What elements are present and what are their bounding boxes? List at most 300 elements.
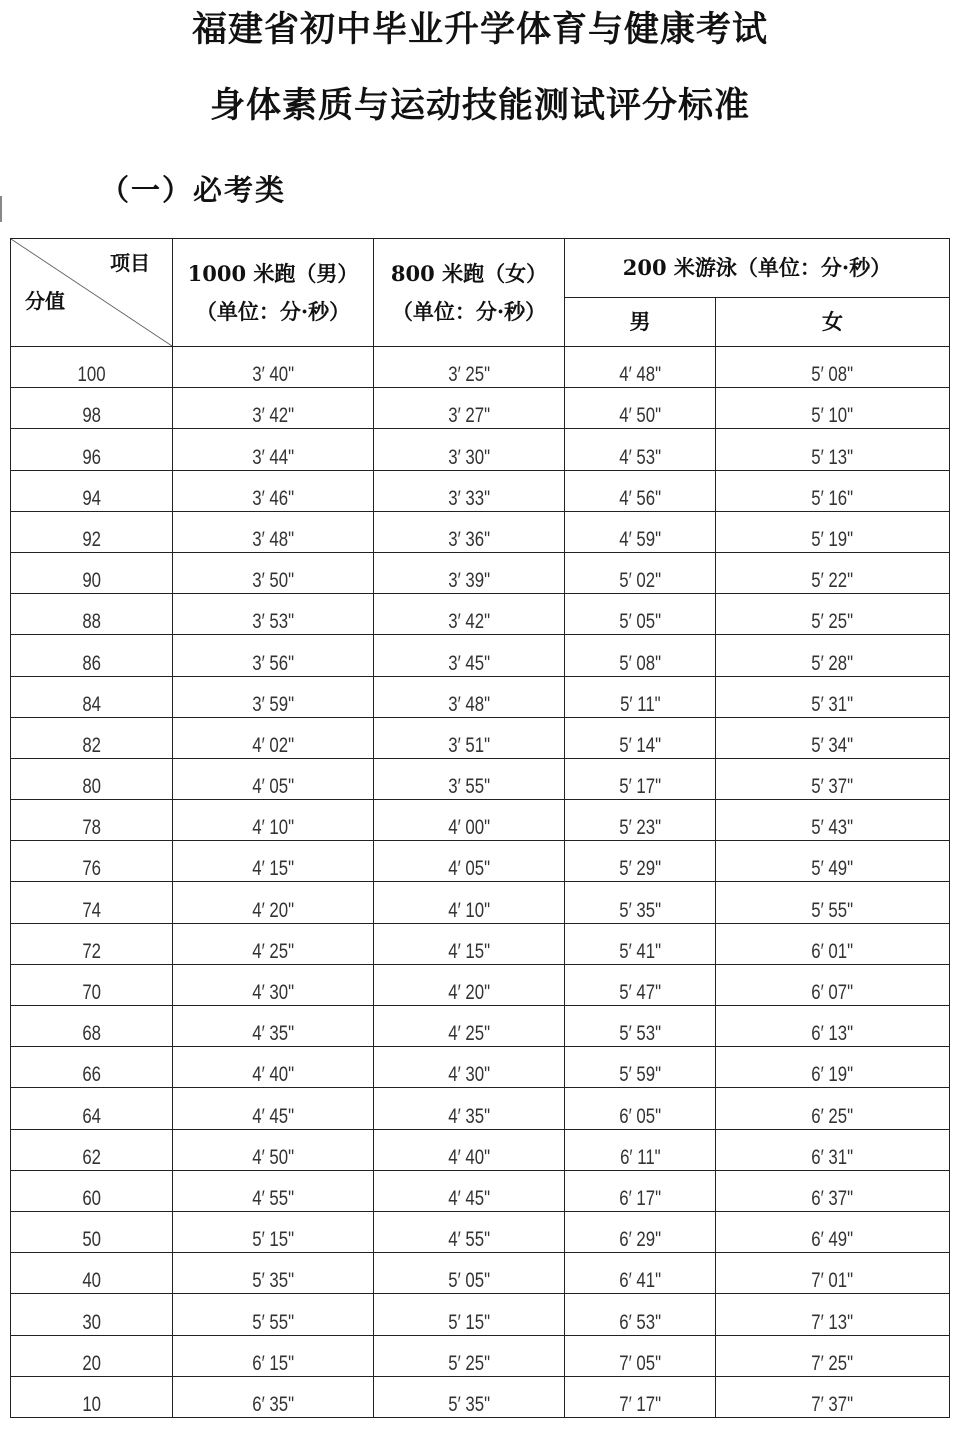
run-1000m-male-cell: [173, 1253, 374, 1294]
cell-value: 4′ 35": [252, 1022, 294, 1046]
run-1000m-male-cell: [173, 429, 374, 470]
run-800m-female-cell: [374, 429, 565, 470]
run-800m-female-cell: [374, 964, 565, 1005]
cell-value: 5′ 55": [811, 898, 854, 922]
swim-200m-female-cell: [716, 676, 950, 717]
table-row: [11, 800, 950, 841]
swim-200m-male-cell: [565, 1129, 716, 1170]
cell-value: 4′ 40": [448, 1145, 490, 1169]
cell-value: 5′ 47": [619, 981, 661, 1004]
swim-200m-male-cell: [565, 1253, 716, 1294]
cell-value: 5′ 35": [448, 1392, 490, 1416]
table-row: [11, 1006, 950, 1047]
run-800m-female-cell: [374, 511, 565, 552]
run-1000m-male-cell: [173, 1294, 374, 1335]
cell-value: 4′ 48": [619, 363, 661, 387]
score-cell: [11, 1170, 173, 1211]
cell-value: 6′ 37": [811, 1186, 854, 1210]
table-row: [11, 594, 950, 635]
run-1000m-male-cell: [173, 1335, 374, 1376]
run-800m-female-cell: [374, 1047, 565, 1088]
score-cell: [11, 676, 173, 717]
cell-value: 5′ 13": [811, 445, 854, 469]
cell-value: 4′ 30": [252, 981, 294, 1004]
table-row: [11, 429, 950, 470]
cell-value: 5′ 23": [619, 816, 661, 840]
cell-value: 4′ 20": [448, 981, 490, 1004]
cell-value: 7′ 37": [811, 1392, 854, 1416]
cell-value: 5′ 25": [448, 1351, 490, 1375]
cell-value: 4′ 25": [448, 1022, 490, 1046]
score-cell: [11, 511, 173, 552]
run-800m-female-cell: [374, 1211, 565, 1252]
swim-200m-male-cell: [565, 800, 716, 841]
swim-200m-female-cell: [716, 347, 950, 388]
table-row: [11, 511, 950, 552]
run-800m-female-cell: [374, 882, 565, 923]
cell-value: 5′ 49": [811, 857, 854, 881]
cell-value: 3′ 46": [252, 486, 294, 510]
cell-value: 94: [82, 486, 101, 510]
cell-value: 5′ 08": [619, 651, 661, 675]
cell-value: 5′ 22": [811, 569, 854, 593]
table-row: [11, 1047, 950, 1088]
run-1000m-male-cell: [173, 841, 374, 882]
score-cell: [11, 841, 173, 882]
swim-200m-female-cell: [716, 552, 950, 593]
score-cell: [11, 429, 173, 470]
run-1000m-male-cell: [173, 1376, 374, 1417]
table-row: [11, 923, 950, 964]
cell-value: 74: [82, 898, 101, 922]
run-800m-female-cell: [374, 1294, 565, 1335]
cell-value: 3′ 40": [252, 363, 294, 387]
swim-200m-female-cell: [716, 1294, 950, 1335]
cell-value: 5′ 55": [252, 1310, 294, 1334]
cell-value: 3′ 53": [252, 610, 294, 634]
cell-value: 86: [82, 651, 101, 675]
cell-value: 4′ 05": [448, 857, 490, 881]
run-800m-female-cell: [374, 470, 565, 511]
swim-200m-male-cell: [565, 882, 716, 923]
score-cell: [11, 635, 173, 676]
score-cell: [11, 758, 173, 799]
header-800m-unit: （单位：分·秒）: [391, 298, 547, 324]
swim-200m-female-cell: [716, 1376, 950, 1417]
score-cell: [11, 1088, 173, 1129]
run-800m-female-cell: [374, 676, 565, 717]
header-800m-title: 800 米跑（女）: [390, 260, 548, 286]
run-1000m-male-cell: [173, 470, 374, 511]
cell-value: 10: [82, 1392, 101, 1416]
header-1000m-male: [173, 239, 374, 347]
table-row: [11, 717, 950, 758]
table-row: [11, 676, 950, 717]
document-title-line2: 身体素质与运动技能测试评分标准: [209, 85, 750, 126]
run-1000m-male-cell: [173, 1170, 374, 1211]
cell-value: 96: [82, 445, 101, 469]
cell-value: 3′ 30": [448, 445, 490, 469]
table-row: [11, 1088, 950, 1129]
score-cell: [11, 1047, 173, 1088]
cell-value: 100: [77, 363, 106, 387]
score-cell: [11, 1211, 173, 1252]
swim-200m-female-cell: [716, 841, 950, 882]
table-row: [11, 1129, 950, 1170]
cell-value: 92: [82, 527, 101, 551]
score-cell: [11, 1335, 173, 1376]
cell-value: 3′ 42": [252, 404, 294, 428]
cell-value: 7′ 05": [619, 1351, 661, 1375]
cell-value: 4′ 02": [252, 733, 294, 757]
run-800m-female-cell: [374, 635, 565, 676]
cell-value: 5′ 34": [811, 733, 854, 757]
cell-value: 4′ 55": [448, 1228, 490, 1252]
run-1000m-male-cell: [173, 388, 374, 429]
cell-value: 78: [82, 816, 101, 840]
cell-value: 5′ 05": [619, 610, 661, 634]
page-edge-mark: [0, 196, 2, 222]
swim-200m-male-cell: [565, 1088, 716, 1129]
swim-200m-female-cell: [716, 1088, 950, 1129]
cell-value: 5′ 25": [811, 610, 854, 634]
score-cell: [11, 800, 173, 841]
score-cell: [11, 1006, 173, 1047]
cell-value: 3′ 51": [448, 733, 490, 757]
swim-200m-male-cell: [565, 841, 716, 882]
cell-value: 4′ 55": [252, 1186, 294, 1210]
cell-value: 5′ 35": [252, 1269, 294, 1293]
corner-score-label: 分值: [25, 289, 65, 313]
cell-value: 4′ 20": [252, 898, 294, 922]
cell-value: 80: [82, 775, 101, 799]
swim-200m-female-cell: [716, 717, 950, 758]
run-800m-female-cell: [374, 1376, 565, 1417]
table-row: [11, 552, 950, 593]
score-cell: [11, 964, 173, 1005]
run-800m-female-cell: [374, 717, 565, 758]
cell-value: 7′ 13": [811, 1310, 854, 1334]
table-row: [11, 1376, 950, 1417]
swim-200m-female-cell: [716, 923, 950, 964]
run-1000m-male-cell: [173, 1047, 374, 1088]
cell-value: 3′ 48": [448, 692, 490, 716]
swim-200m-male-cell: [565, 1047, 716, 1088]
header-1000m-unit: （单位：分·秒）: [195, 298, 351, 324]
run-800m-female-cell: [374, 923, 565, 964]
swim-200m-male-cell: [565, 1211, 716, 1252]
run-1000m-male-cell: [173, 676, 374, 717]
cell-value: 4′ 30": [448, 1063, 490, 1087]
swim-200m-male-cell: [565, 923, 716, 964]
cell-value: 5′ 35": [619, 898, 661, 922]
cell-value: 3′ 59": [252, 692, 294, 716]
swim-200m-female-cell: [716, 1129, 950, 1170]
cell-value: 5′ 41": [619, 939, 661, 963]
swim-200m-female-cell: [716, 800, 950, 841]
table-row: [11, 1335, 950, 1376]
cell-value: 4′ 15": [252, 857, 294, 881]
swim-200m-male-cell: [565, 717, 716, 758]
swim-200m-male-cell: [565, 552, 716, 593]
cell-value: 62: [82, 1145, 101, 1169]
run-1000m-male-cell: [173, 882, 374, 923]
swim-200m-male-cell: [565, 1294, 716, 1335]
cell-value: 6′ 25": [811, 1104, 854, 1128]
swim-200m-male-cell: [565, 1376, 716, 1417]
swim-200m-female-cell: [716, 429, 950, 470]
cell-value: 3′ 50": [252, 569, 294, 593]
run-1000m-male-cell: [173, 923, 374, 964]
cell-value: 90: [82, 569, 101, 593]
cell-value: 6′ 05": [619, 1104, 661, 1128]
run-800m-female-cell: [374, 1253, 565, 1294]
cell-value: 4′ 15": [448, 939, 490, 963]
swim-200m-female-cell: [716, 1047, 950, 1088]
run-1000m-male-cell: [173, 758, 374, 799]
cell-value: 6′ 35": [252, 1392, 294, 1416]
table-row: [11, 964, 950, 1005]
swim-200m-female-cell: [716, 511, 950, 552]
cell-value: 7′ 25": [811, 1351, 854, 1375]
run-800m-female-cell: [374, 800, 565, 841]
table-row: [11, 635, 950, 676]
cell-value: 72: [82, 939, 101, 963]
cell-value: 6′ 15": [252, 1351, 294, 1375]
cell-value: 6′ 31": [811, 1145, 854, 1169]
score-cell: [11, 470, 173, 511]
corner-header: [11, 239, 173, 347]
cell-value: 3′ 56": [252, 651, 294, 675]
run-1000m-male-cell: [173, 347, 374, 388]
run-800m-female-cell: [374, 1129, 565, 1170]
run-1000m-male-cell: [173, 594, 374, 635]
table-row: [11, 470, 950, 511]
run-1000m-male-cell: [173, 511, 374, 552]
score-cell: [11, 594, 173, 635]
run-1000m-male-cell: [173, 717, 374, 758]
cell-value: 4′ 10": [448, 898, 490, 922]
cell-value: 20: [82, 1351, 101, 1375]
score-cell: [11, 717, 173, 758]
table-row: [11, 758, 950, 799]
score-cell: [11, 388, 173, 429]
cell-value: 4′ 45": [252, 1104, 294, 1128]
table-row: [11, 1294, 950, 1335]
cell-value: 4′ 56": [619, 486, 661, 510]
cell-value: 3′ 45": [448, 651, 490, 675]
cell-value: 5′ 11": [619, 692, 661, 716]
score-cell: [11, 1129, 173, 1170]
cell-value: 6′ 53": [619, 1310, 661, 1334]
cell-value: 84: [82, 692, 101, 716]
cell-value: 98: [82, 404, 101, 428]
run-1000m-male-cell: [173, 635, 374, 676]
cell-value: 4′ 53": [619, 445, 661, 469]
cell-value: 7′ 17": [619, 1392, 661, 1416]
cell-value: 5′ 19": [811, 527, 854, 551]
cell-value: 6′ 41": [619, 1269, 661, 1293]
swim-200m-female-cell: [716, 1006, 950, 1047]
cell-value: 88: [82, 610, 101, 634]
cell-value: 5′ 14": [619, 733, 661, 757]
cell-value: 5′ 37": [811, 775, 854, 799]
cell-value: 30: [82, 1310, 101, 1334]
cell-value: 4′ 10": [252, 816, 294, 840]
score-cell: [11, 1294, 173, 1335]
run-800m-female-cell: [374, 594, 565, 635]
score-cell: [11, 1376, 173, 1417]
cell-value: 5′ 53": [619, 1022, 661, 1046]
cell-value: 6′ 29": [619, 1228, 661, 1252]
run-1000m-male-cell: [173, 964, 374, 1005]
run-800m-female-cell: [374, 552, 565, 593]
swim-200m-male-cell: [565, 676, 716, 717]
cell-value: 5′ 29": [619, 857, 661, 881]
cell-value: 5′ 02": [619, 569, 661, 593]
swim-200m-female-cell: [716, 964, 950, 1005]
cell-value: 3′ 39": [448, 569, 490, 593]
cell-value: 6′ 01": [811, 939, 854, 963]
run-800m-female-cell: [374, 347, 565, 388]
table-row: [11, 1211, 950, 1252]
run-1000m-male-cell: [173, 1088, 374, 1129]
cell-value: 5′ 28": [811, 651, 854, 675]
cell-value: 5′ 10": [811, 404, 854, 428]
swim-200m-male-cell: [565, 758, 716, 799]
cell-value: 5′ 31": [811, 692, 854, 716]
run-800m-female-cell: [374, 758, 565, 799]
header-swim-male: 男: [565, 297, 716, 346]
cell-value: 6′ 17": [619, 1186, 661, 1210]
cell-value: 3′ 48": [252, 527, 294, 551]
document-title-line1: 福建省初中毕业升学体育与健康考试: [191, 9, 768, 50]
cell-value: 4′ 40": [252, 1063, 294, 1087]
run-1000m-male-cell: [173, 552, 374, 593]
header-800m-female: [374, 239, 565, 347]
cell-value: 4′ 45": [448, 1186, 490, 1210]
cell-value: 5′ 59": [619, 1063, 661, 1087]
cell-value: 5′ 15": [448, 1310, 490, 1334]
swim-200m-female-cell: [716, 882, 950, 923]
swim-200m-male-cell: [565, 1006, 716, 1047]
run-800m-female-cell: [374, 1006, 565, 1047]
score-cell: [11, 923, 173, 964]
swim-200m-female-cell: [716, 470, 950, 511]
score-cell: [11, 882, 173, 923]
score-cell: [11, 552, 173, 593]
cell-value: 5′ 05": [448, 1269, 490, 1293]
run-1000m-male-cell: [173, 1006, 374, 1047]
swim-200m-male-cell: [565, 347, 716, 388]
header-200m-swim: 200 米游泳（单位：分·秒）: [565, 239, 950, 298]
cell-value: 5′ 15": [252, 1228, 294, 1252]
cell-value: 70: [82, 981, 101, 1004]
run-800m-female-cell: [374, 1088, 565, 1129]
run-800m-female-cell: [374, 1335, 565, 1376]
cell-value: 5′ 17": [619, 775, 661, 799]
header-1000m-title: 1000 米跑（男）: [187, 260, 359, 286]
cell-value: 5′ 43": [811, 816, 854, 840]
swim-200m-female-cell: [716, 594, 950, 635]
cell-value: 4′ 35": [448, 1104, 490, 1128]
swim-200m-male-cell: [565, 511, 716, 552]
run-800m-female-cell: [374, 388, 565, 429]
swim-200m-female-cell: [716, 1253, 950, 1294]
cell-value: 68: [82, 1022, 101, 1046]
swim-200m-female-cell: [716, 1211, 950, 1252]
cell-value: 3′ 27": [448, 404, 490, 428]
cell-value: 6′ 19": [811, 1063, 854, 1087]
cell-value: 82: [82, 733, 101, 757]
run-800m-female-cell: [374, 1170, 565, 1211]
swim-200m-male-cell: [565, 635, 716, 676]
table-row: [11, 347, 950, 388]
cell-value: 64: [82, 1104, 101, 1128]
swim-200m-male-cell: [565, 1335, 716, 1376]
run-1000m-male-cell: [173, 1129, 374, 1170]
cell-value: 7′ 01": [811, 1269, 854, 1293]
corner-item-label: 项目: [110, 251, 150, 275]
swim-200m-female-cell: [716, 635, 950, 676]
cell-value: 4′ 50": [252, 1145, 294, 1169]
swim-200m-female-cell: [716, 758, 950, 799]
cell-value: 3′ 25": [448, 363, 490, 387]
cell-value: 60: [82, 1186, 101, 1210]
run-1000m-male-cell: [173, 1211, 374, 1252]
swim-200m-male-cell: [565, 1170, 716, 1211]
swim-200m-female-cell: [716, 1170, 950, 1211]
swim-200m-male-cell: [565, 594, 716, 635]
scoring-table: [10, 238, 950, 1418]
cell-value: 66: [82, 1063, 101, 1087]
run-1000m-male-cell: [173, 800, 374, 841]
cell-value: 3′ 42": [448, 610, 490, 634]
cell-value: 40: [82, 1269, 101, 1293]
swim-200m-male-cell: [565, 429, 716, 470]
swim-200m-female-cell: [716, 1335, 950, 1376]
cell-value: 50: [82, 1228, 101, 1252]
swim-200m-female-cell: [716, 388, 950, 429]
header-swim-female: 女: [716, 297, 950, 346]
score-cell: [11, 347, 173, 388]
table-row: [11, 841, 950, 882]
cell-value: 4′ 00": [448, 816, 490, 840]
cell-value: 4′ 05": [252, 775, 294, 799]
score-cell: [11, 1253, 173, 1294]
cell-value: 3′ 44": [252, 445, 294, 469]
table-row: [11, 1253, 950, 1294]
cell-value: 4′ 25": [252, 939, 294, 963]
table-row: [11, 882, 950, 923]
cell-value: 6′ 11": [619, 1145, 661, 1169]
run-800m-female-cell: [374, 841, 565, 882]
table-row: [11, 1170, 950, 1211]
section-heading: （一）必考类: [100, 173, 287, 207]
swim-200m-male-cell: [565, 964, 716, 1005]
cell-value: 5′ 08": [811, 363, 854, 387]
cell-value: 6′ 13": [811, 1022, 854, 1046]
cell-value: 4′ 59": [619, 527, 661, 551]
swim-200m-male-cell: [565, 388, 716, 429]
cell-value: 3′ 55": [448, 775, 490, 799]
cell-value: 6′ 49": [811, 1228, 854, 1252]
swim-200m-male-cell: [565, 470, 716, 511]
table-row: [11, 388, 950, 429]
cell-value: 5′ 16": [811, 486, 854, 510]
cell-value: 3′ 36": [448, 527, 490, 551]
cell-value: 76: [82, 857, 101, 881]
